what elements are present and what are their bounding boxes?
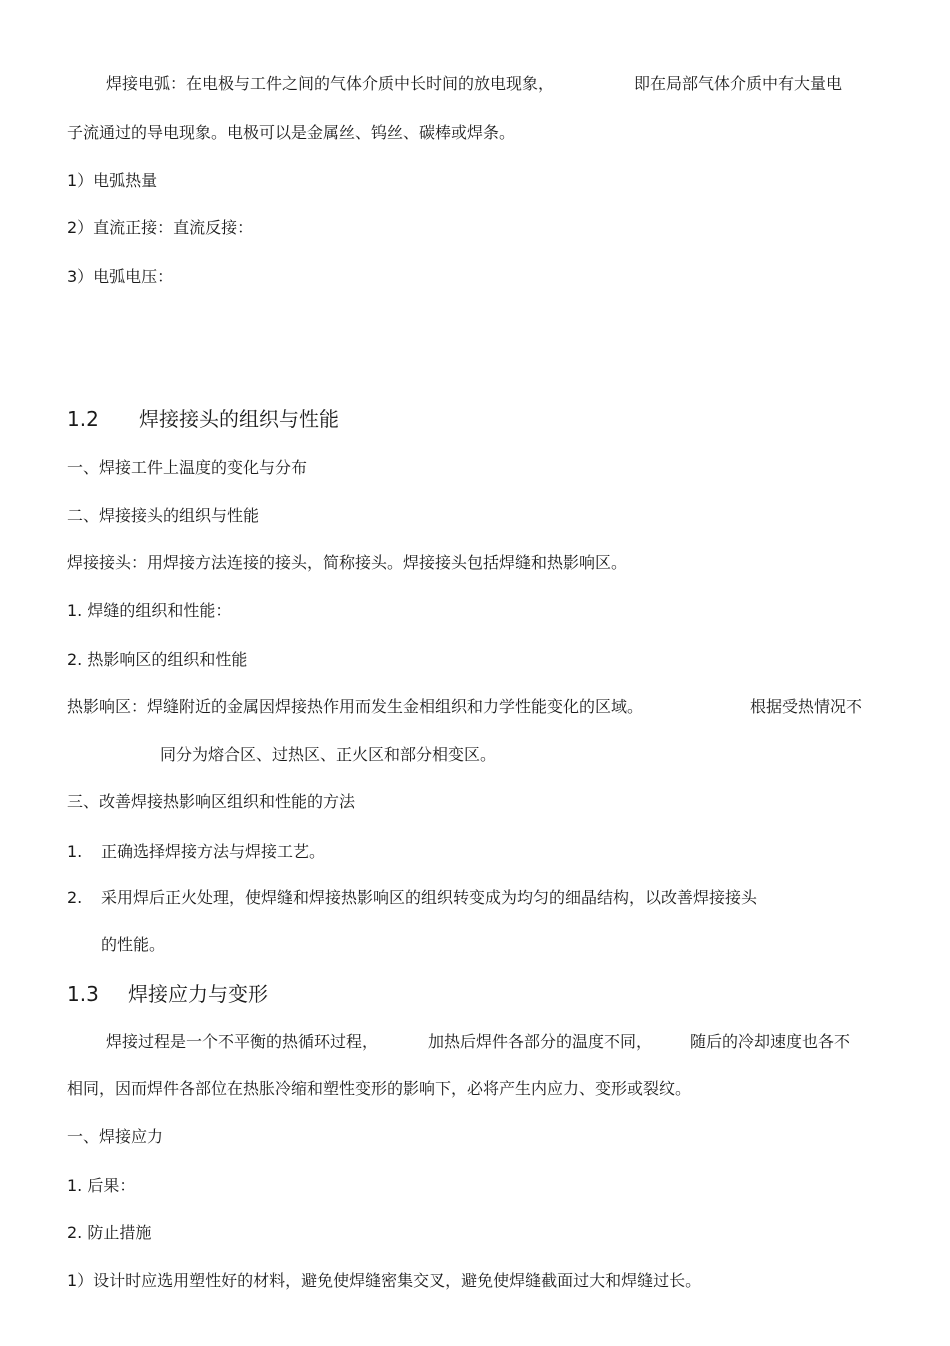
- list-item: 2. 热影响区的组织和性能: [67, 650, 248, 669]
- list-item: 2. 防止措施: [67, 1223, 152, 1242]
- subsection-item: 一、焊接应力: [67, 1127, 164, 1146]
- list-item: 的性能。: [101, 935, 166, 954]
- definition-line: 焊接接头：用焊接方法连接的接头，简称接头。焊接接头包括焊缝和热影响区。: [67, 553, 628, 572]
- list-item: 1）电弧热量: [67, 171, 158, 190]
- paragraph-line: 加热后焊件各部分的温度不同，: [428, 1032, 653, 1051]
- paragraph-line: 即在局部气体介质中有大量电: [634, 74, 843, 93]
- list-item: 1. 后果：: [67, 1176, 136, 1195]
- list-number: 1.: [67, 842, 83, 861]
- subsection-item: 三、改善焊接热影响区组织和性能的方法: [67, 792, 356, 811]
- paragraph-line: 焊接过程是一个不平衡的热循环过程，: [106, 1032, 379, 1051]
- list-item: 3）电弧电压：: [67, 267, 174, 286]
- section-number: 1.2: [67, 407, 99, 431]
- list-item: 正确选择焊接方法与焊接工艺。: [101, 842, 326, 861]
- paragraph-line: 相同，因而焊件各部位在热胀冷缩和塑性变形的影响下，必将产生内应力、变形或裂纹。: [67, 1079, 692, 1098]
- list-item: 1）设计时应选用塑性好的材料，避免使焊缝密集交叉，避免使焊缝截面过大和焊缝过长。: [67, 1271, 702, 1290]
- section-title-1-2: 焊接接头的组织与性能: [139, 407, 339, 431]
- subsection-item: 一、焊接工件上温度的变化与分布: [67, 458, 308, 477]
- subsection-item: 二、焊接接头的组织与性能: [67, 506, 260, 525]
- definition-line: 热影响区：焊缝附近的金属因焊接热作用而发生金相组织和力学性能变化的区域。: [67, 697, 644, 716]
- list-item: 1. 焊缝的组织和性能：: [67, 601, 232, 620]
- section-title-1-3: 焊接应力与变形: [128, 982, 268, 1006]
- list-number: 2.: [67, 888, 83, 907]
- list-item: 2）直流正接：直流反接：: [67, 218, 254, 237]
- paragraph-line: 子流通过的导电现象。电极可以是金属丝、钨丝、碳棒或焊条。: [67, 123, 516, 142]
- paragraph-line: 焊接电弧：在电极与工件之间的气体介质中长时间的放电现象，: [106, 74, 555, 93]
- section-heading-1-2: [67, 406, 99, 432]
- section-heading-1-3: [67, 981, 99, 1007]
- definition-line: 同分为熔合区、过热区、正火区和部分相变区。: [160, 745, 497, 764]
- paragraph-line: 随后的冷却速度也各不: [690, 1032, 851, 1051]
- definition-line: 根据受热情况不: [750, 697, 863, 716]
- list-item: 采用焊后正火处理，使焊缝和焊接热影响区的组织转变成为均匀的细晶结构，以改善焊接接头: [101, 888, 758, 907]
- section-number: 1.3: [67, 982, 99, 1006]
